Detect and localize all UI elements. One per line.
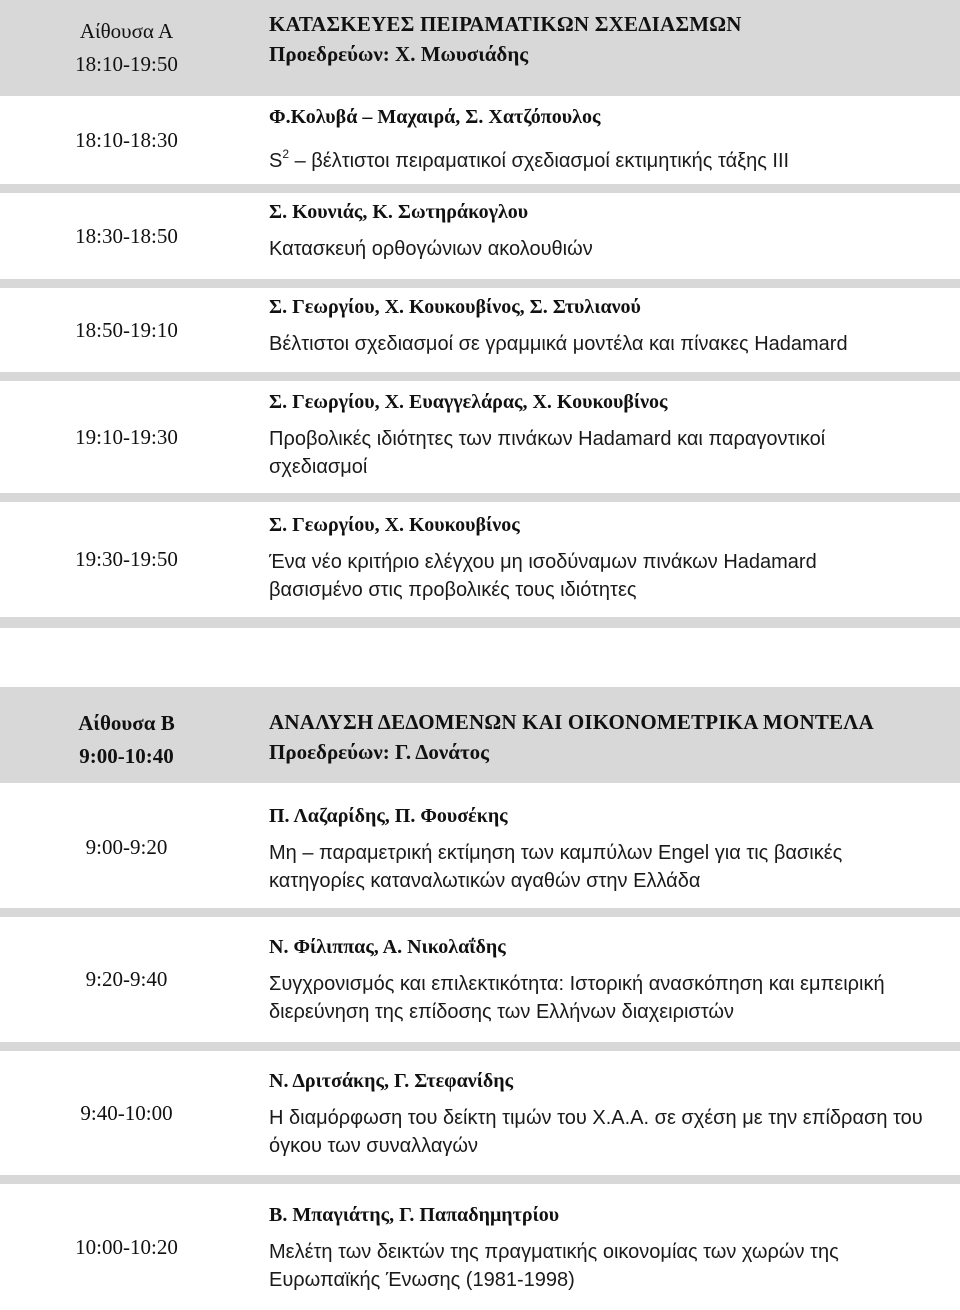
talk-content	[253, 381, 960, 493]
session-header-content	[253, 0, 960, 96]
room-label: Αίθουσα Β	[78, 711, 175, 735]
talk-authors: Β. Μπαγιάτης, Γ. Παπαδημητρίου	[269, 1204, 560, 1226]
talk-row	[0, 381, 960, 493]
talk-time-text: 19:30-19:50	[75, 547, 178, 571]
talk-time	[0, 1051, 253, 1175]
talk-title: Συγχρονισμός και επιλεκτικότητα: Ιστορική ανασκόπηση και εμπειρική διερεύνηση της επίδοσης των Ελλήνων διαχειριστών	[269, 973, 885, 1023]
session-header-content	[253, 697, 960, 783]
talk-authors: Π. Λαζαρίδης, Π. Φουσέκης	[269, 805, 508, 827]
talk-title: Μελέτη των δεικτών της πραγματικής οικονομίας των χωρών της Ευρωπαϊκής Ένωσης (1981-1998)	[269, 1241, 839, 1291]
section-divider	[0, 687, 960, 697]
session-room-cell	[0, 0, 253, 96]
talk-authors: Σ. Γεωργίου, Χ. Κουκουβίνος	[269, 514, 520, 536]
talk-time	[0, 96, 253, 184]
talk-content	[253, 193, 960, 279]
talk-authors: Φ.Κολυβά – Μαχαιρά, Σ. Χατζόπουλος	[269, 106, 601, 128]
talk-time-text: 18:10-18:30	[75, 127, 178, 152]
talk-time-text: 19:10-19:30	[75, 424, 178, 449]
talk-content	[253, 787, 960, 908]
talk-row	[0, 96, 960, 184]
row-divider	[0, 372, 960, 381]
talk-time	[0, 381, 253, 493]
room-label: Αίθουσα Α	[79, 19, 174, 43]
row-divider	[0, 184, 960, 193]
session-chair: Προεδρεύων: Γ. Δονάτος	[269, 740, 489, 764]
talk-time	[0, 193, 253, 279]
session-time: 9:00-10:40	[79, 744, 174, 768]
session-room-cell	[0, 697, 253, 783]
title-text: – βέλτιστοι πειραματικοί σχεδιασμοί εκτιμητικής τάξης ΙΙΙ	[289, 150, 790, 172]
talk-content	[253, 288, 960, 372]
talk-authors: Ν. Φίλιππας, Α. Νικολαΐδης	[269, 936, 506, 958]
title-superscript: 2	[282, 147, 290, 161]
session-header	[0, 697, 960, 783]
talk-row	[0, 288, 960, 372]
talk-row	[0, 1184, 960, 1310]
talk-row	[0, 502, 960, 617]
talk-title	[269, 140, 950, 175]
talk-authors: Σ. Γεωργίου, Χ. Κουκουβίνος, Σ. Στυλιανού	[269, 296, 641, 318]
row-divider	[0, 1175, 960, 1184]
talk-content	[253, 1184, 960, 1310]
talk-content	[253, 1051, 960, 1175]
talk-time-text: 18:30-18:50	[75, 223, 178, 248]
talk-row	[0, 1051, 960, 1175]
section-divider	[0, 617, 960, 628]
row-divider	[0, 1042, 960, 1051]
row-divider	[0, 908, 960, 917]
talk-authors: Σ. Γεωργίου, Χ. Ευαγγελάρας, Χ. Κουκουβίνος	[269, 391, 668, 413]
talk-title: Κατασκευή ορθογώνιων ακολουθιών	[269, 238, 593, 260]
talk-time	[0, 502, 253, 617]
talk-content	[253, 502, 960, 617]
talk-content	[253, 96, 960, 184]
talk-content	[253, 917, 960, 1042]
talk-row	[0, 193, 960, 279]
talk-time-text: 9:40-10:00	[80, 1100, 173, 1125]
talk-time-text: 9:20-9:40	[85, 967, 168, 991]
session-time: 18:10-19:50	[75, 52, 178, 76]
talk-time-text: 9:00-9:20	[85, 835, 168, 859]
talk-title: Βέλτιστοι σχεδιασμοί σε γραμμικά μοντέλα και πίνακες Hadamard	[269, 333, 848, 355]
row-divider	[0, 279, 960, 288]
session-title: ΚΑΤΑΣΚΕΥΕΣ ΠΕΙΡΑΜΑΤΙΚΩΝ ΣΧΕΔΙΑΣΜΩΝ	[269, 12, 742, 36]
title-prefix: S	[269, 150, 283, 172]
talk-authors: Ν. Δριτσάκης, Γ. Στεφανίδης	[269, 1070, 514, 1092]
talk-time	[0, 917, 253, 1042]
session-title: ΑΝΑΛΥΣΗ ΔΕΔΟΜΕΝΩΝ ΚΑΙ ΟΙΚΟΝΟΜΕΤΡΙΚΑ ΜΟΝΤΕΛΑ	[269, 710, 874, 734]
talk-title: Η διαμόρφωση του δείκτη τιμών του Χ.Α.Α. σε σχέση με την επίδραση του όγκου των συναλλαγών	[269, 1107, 923, 1157]
session-header	[0, 0, 960, 96]
session-chair: Προεδρεύων: Χ. Μωυσιάδης	[269, 42, 529, 66]
talk-title: Προβολικές ιδιότητες των πινάκων Hadamard και παραγοντικοί σχεδιασμοί	[269, 428, 826, 478]
talk-time	[0, 1184, 253, 1310]
talk-row	[0, 917, 960, 1042]
talk-authors: Σ. Κουνιάς, Κ. Σωτηράκογλου	[269, 201, 529, 223]
talk-time-text: 10:00-10:20	[75, 1234, 178, 1259]
talk-time	[0, 787, 253, 908]
row-divider	[0, 493, 960, 502]
talk-time-text: 18:50-19:10	[75, 317, 178, 342]
talk-time	[0, 288, 253, 372]
talk-title: Ένα νέο κριτήριο ελέγχου μη ισοδύναμων πινάκων Hadamard βασισμένο στις προβολικές τους ιδιότητες	[269, 551, 817, 601]
talk-title: Μη – παραμετρική εκτίμηση των καμπύλων Engel για τις βασικές κατηγορίες καταναλωτικών αγαθών στην Ελλάδα	[269, 842, 843, 892]
talk-row	[0, 787, 960, 908]
